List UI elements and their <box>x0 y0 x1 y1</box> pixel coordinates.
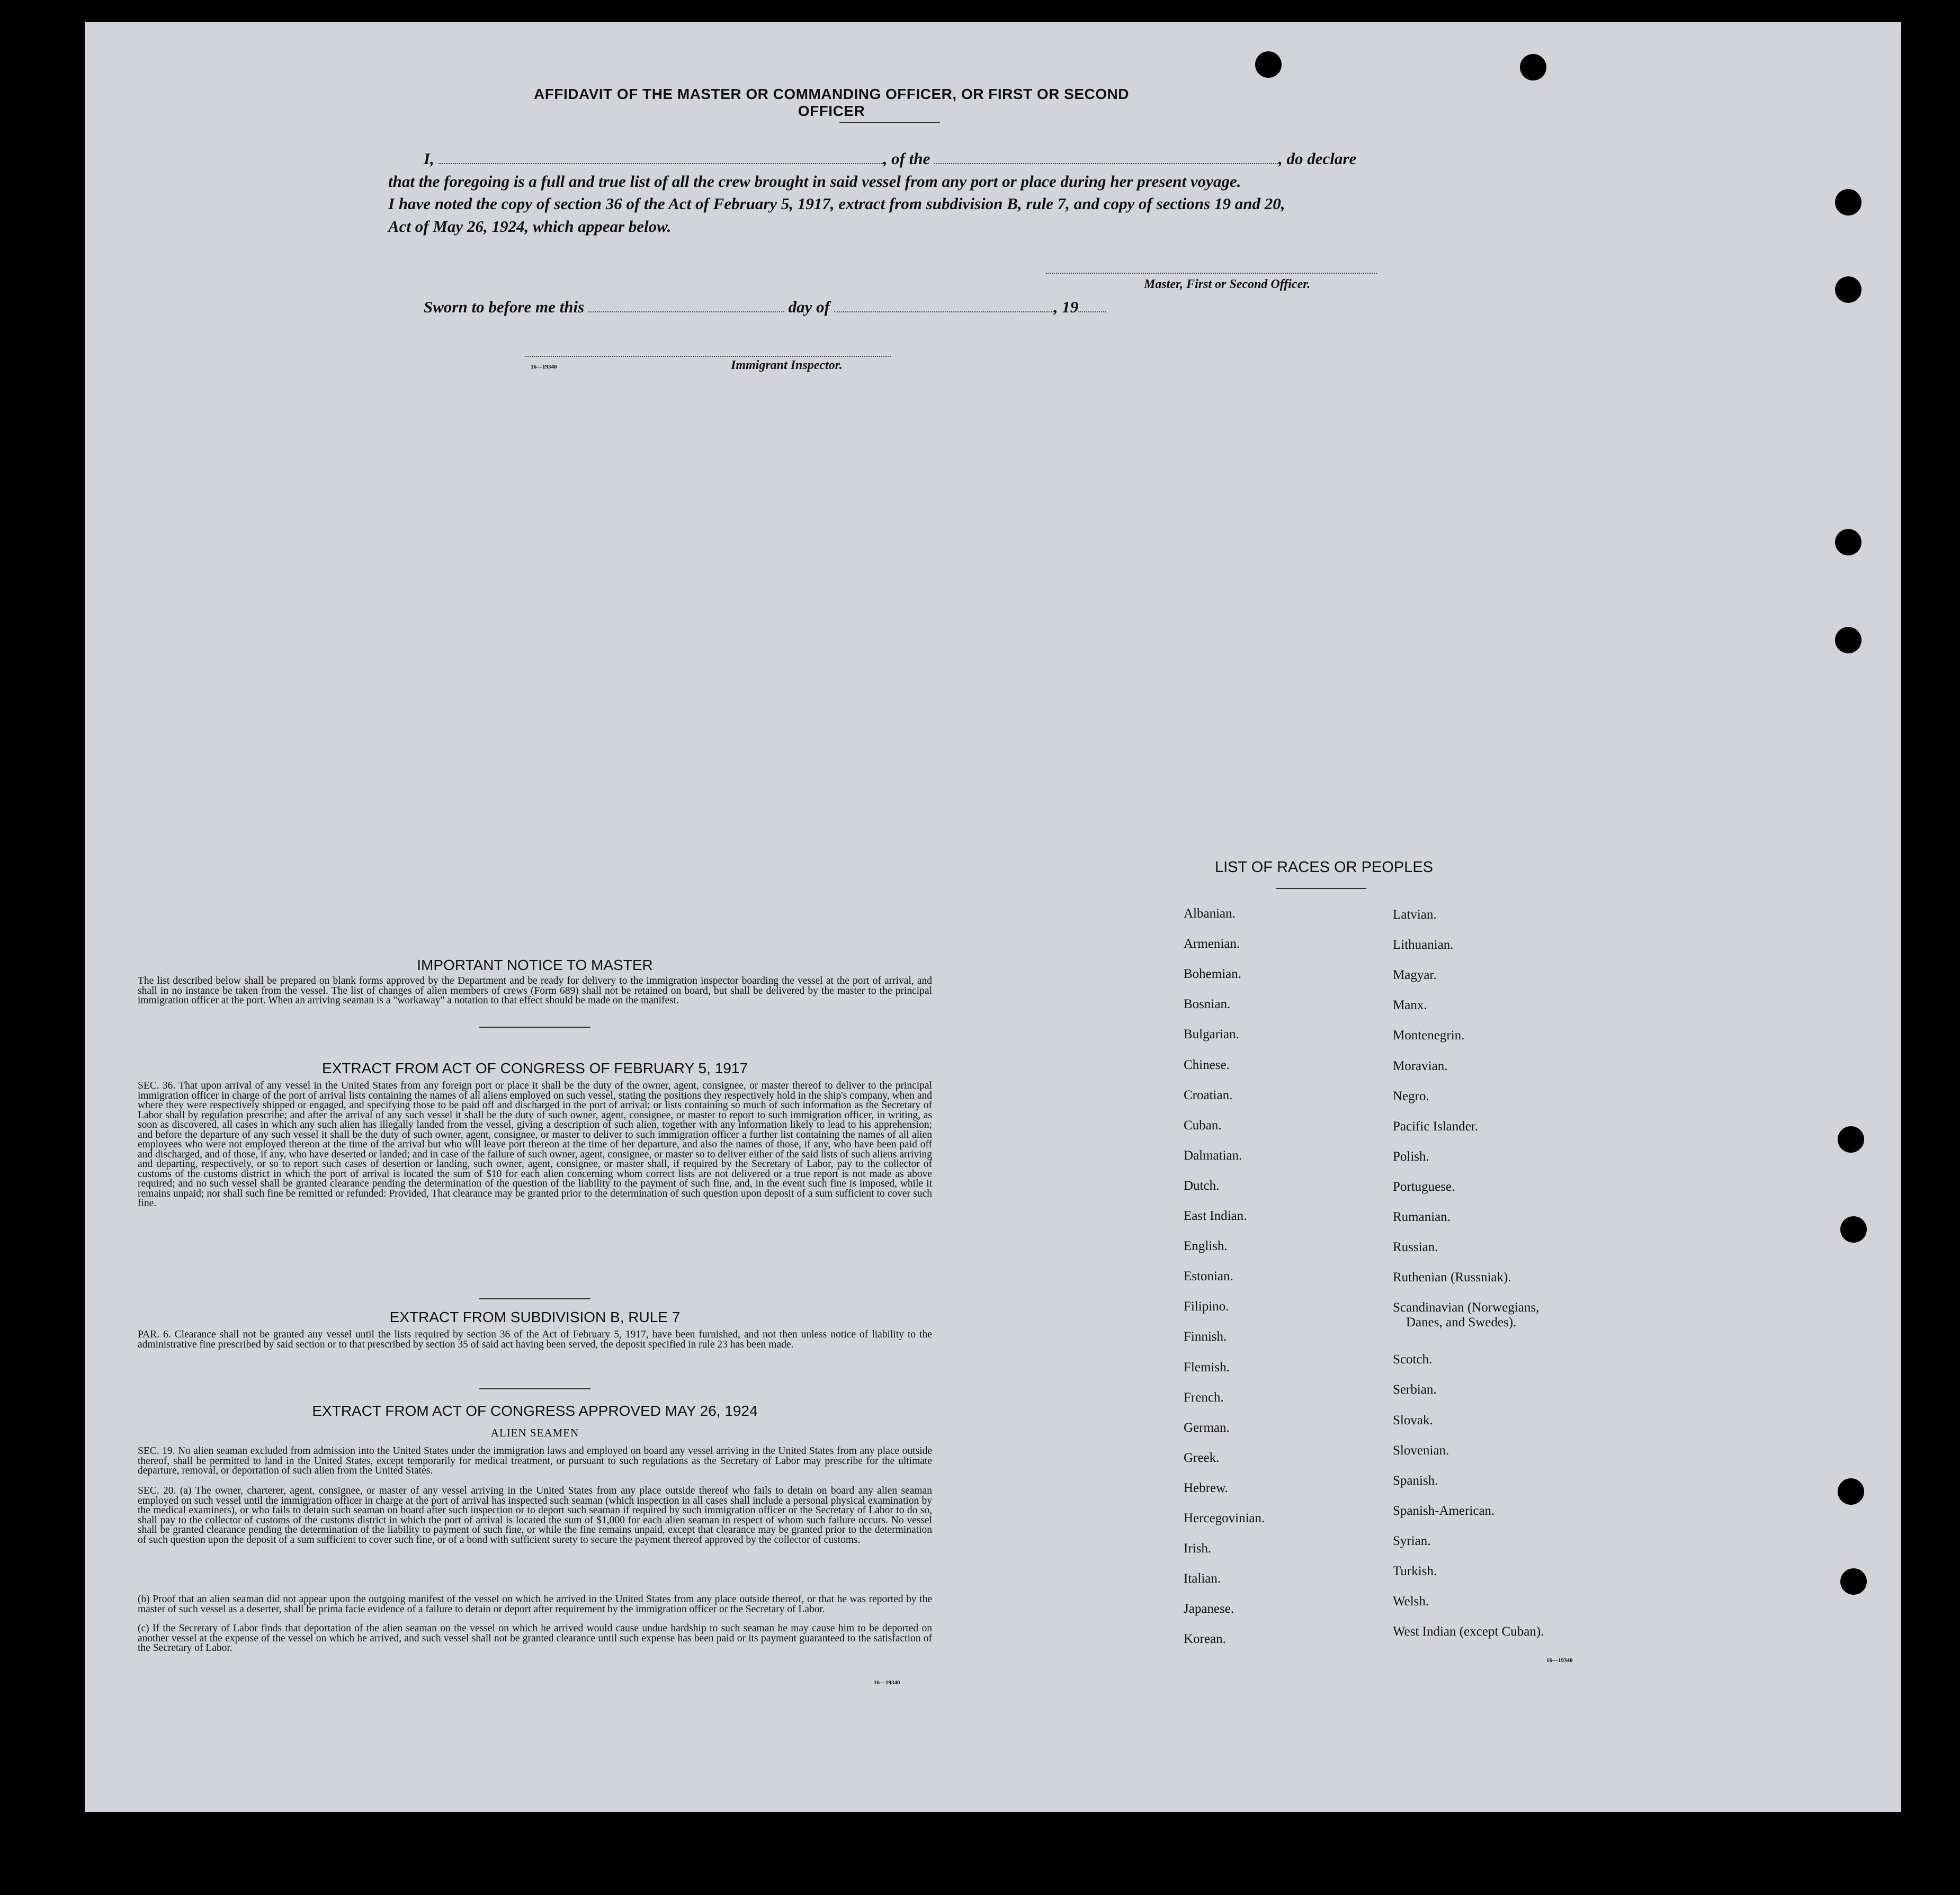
races-title: LIST OF RACES OR PEOPLES <box>1214 859 1434 876</box>
race-item: Bosnian. <box>1184 997 1231 1012</box>
punch-hole <box>1838 1126 1864 1153</box>
race-item: Polish. <box>1393 1149 1429 1164</box>
race-item: Dutch. <box>1184 1178 1220 1193</box>
affiant-name-blank[interactable] <box>438 163 883 164</box>
race-item: Manx. <box>1393 998 1427 1013</box>
punch-hole <box>1838 1478 1864 1505</box>
sworn-label: Sworn to before me this <box>424 298 585 316</box>
race-item: Filipino. <box>1184 1299 1229 1314</box>
signature-caption: Master, First or Second Officer. <box>1144 277 1311 291</box>
race-item: Lithuanian. <box>1393 938 1454 953</box>
race-item: Ruthenian (Russniak). <box>1393 1270 1511 1285</box>
punch-hole <box>1835 189 1861 215</box>
race-item: Bohemian. <box>1184 967 1242 982</box>
race-item: French. <box>1184 1390 1224 1405</box>
race-item: Hercegovinian. <box>1184 1511 1265 1525</box>
race-item: West Indian (except Cuban). <box>1393 1624 1544 1639</box>
punch-hole <box>1835 627 1861 653</box>
punch-hole <box>1520 54 1546 80</box>
document-page <box>85 22 1901 1812</box>
affidavit-line-2: that the foregoing is a full and true list of all the crew brought in said vessel from any port or place during her present voyage. <box>388 172 1241 191</box>
section-divider <box>479 1027 590 1028</box>
race-item: Armenian. <box>1184 937 1240 951</box>
race-item: Cuban. <box>1184 1118 1222 1133</box>
race-item: Bulgarian. <box>1184 1027 1239 1042</box>
race-item: Chinese. <box>1184 1057 1230 1072</box>
punch-hole <box>1840 1216 1867 1243</box>
act-1924-sec19: SEC. 19. No alien seaman excluded from admission into the United States under the immigration laws and employed on board any vessel arriving in the United States from any place outside thereof, shall be permitted to land in the United States, except temporarily for medical treatment, or pursuant to such regulations as the Secretary of Labor may prescribe for the ultimate departure, removal, or deportation of such alien from the United States. <box>138 1445 932 1476</box>
race-item: Japanese. <box>1184 1602 1234 1616</box>
race-item: Serbian. <box>1393 1382 1437 1397</box>
inspector-signature-line[interactable] <box>525 356 891 357</box>
rule7-title: EXTRACT FROM SUBDIVISION B, RULE 7 <box>389 1309 681 1325</box>
signature-line[interactable] <box>1046 273 1377 274</box>
affidavit-line-1 <box>424 149 1356 168</box>
race-item: Greek. <box>1184 1450 1220 1465</box>
rule7-text: PAR. 6. Clearance shall not be granted any vessel until the lists required by section 36 of the Act of February 5, 1917, have been furnished, and not then unless notice of liability to the administrative fine prescribed by said section or to that prescribed by section 35 of said act having been served, the deposit specified in rule 23 has been made. <box>138 1329 932 1350</box>
race-item: Slovenian. <box>1393 1443 1449 1458</box>
notice-text: The list described below shall be prepared on blank forms approved by the Department and be ready for delivery to the immigration inspector boarding the vessel at the port of arrival, and shall in no instance be taken from the vessel. The list of changes of alien members of crews (Form 689) shall not be retained on board, but shall be delivered by the master to the principal immigration officer at the port. When an arriving seaman is a "workaway" a notation to that effect should be made on the manifest. <box>138 975 932 1006</box>
sworn-year-blank[interactable] <box>1078 311 1106 312</box>
race-item: Syrian. <box>1393 1533 1431 1548</box>
affiant-prefix: I, <box>424 149 434 168</box>
sworn-day-blank[interactable] <box>588 311 784 312</box>
form-number: 16—19340 <box>874 1680 900 1686</box>
day-of-label: day of <box>788 298 830 316</box>
title-rule <box>839 122 940 123</box>
race-item: Negro. <box>1393 1089 1429 1103</box>
vessel-name-blank[interactable] <box>934 163 1278 164</box>
race-item: Dalmatian. <box>1184 1148 1242 1163</box>
race-item: Finnish. <box>1184 1330 1227 1344</box>
race-item: Italian. <box>1184 1571 1221 1586</box>
section-divider <box>479 1388 590 1389</box>
affidavit-line-4: Act of May 26, 1924, which appear below. <box>388 217 672 236</box>
act-1917-title: EXTRACT FROM ACT OF CONGRESS OF FEBRUARY 5, 1917 <box>322 1060 748 1076</box>
race-item: Korean. <box>1184 1632 1226 1647</box>
race-item: Spanish-American. <box>1393 1503 1495 1518</box>
race-item: Scotch. <box>1393 1352 1433 1367</box>
race-item: German. <box>1184 1420 1230 1435</box>
race-item: Pacific Islander. <box>1393 1119 1479 1134</box>
punch-hole <box>1835 529 1861 555</box>
race-item: Russian. <box>1393 1240 1438 1255</box>
race-item: Hebrew. <box>1184 1480 1228 1495</box>
form-number: 16—19340 <box>1546 1657 1573 1664</box>
race-item: English. <box>1184 1239 1228 1254</box>
sworn-month-blank[interactable] <box>834 311 1054 312</box>
act-1924-sec20b: (b) Proof that an alien seaman did not appear upon the outgoing manifest of the vessel on which he arrived in the United States from any place outside thereof, or that he was reported by the master of such vessel as a deserter, shall be prima facie evidence of a failure to detain or deport after requirement by the immigration officer or the Secretary of Labor. <box>138 1594 932 1615</box>
punch-hole <box>1840 1568 1867 1595</box>
year-label: , 19 <box>1053 298 1079 316</box>
form-number: 16—19340 <box>531 364 557 370</box>
race-item: Montenegrin. <box>1393 1028 1465 1043</box>
race-item: Croatian. <box>1184 1088 1233 1102</box>
race-item: Estonian. <box>1184 1269 1233 1284</box>
race-item: Scandinavian (Norwegians, <box>1393 1300 1540 1315</box>
races-title-rule <box>1276 888 1366 889</box>
race-item: Rumanian. <box>1393 1210 1451 1224</box>
declare-label: , do declare <box>1278 149 1357 168</box>
act-1924-title: EXTRACT FROM ACT OF CONGRESS APPROVED MAY 26, 1924 <box>312 1403 758 1419</box>
notice-title: IMPORTANT NOTICE TO MASTER <box>417 957 653 973</box>
act-1924-subtitle: ALIEN SEAMEN <box>490 1426 579 1439</box>
punch-hole <box>1255 51 1282 78</box>
race-item: East Indian. <box>1184 1209 1247 1223</box>
section-divider <box>479 1298 590 1299</box>
act-1924-sec20a: SEC. 20. (a) The owner, charterer, agent, consignee, or master of any vessel arriving in the United States from any place outside thereof who fails to detain on board any alien seaman employed on such vessel until the immigration officer in charge at the port of arrival has inspected such seaman (which inspection in all cases shall include a personal physical examination by the medical examiners), or who fails to detain such seaman on board after such inspection or to deport such seaman if required by such immigration officer or the Secretary of Labor to do so, shall pay to the collector of customs of the customs district in which the port of arrival is located the sum of $1,000 for each alien seaman in respect of whom such failure occurs. No vessel shall be granted clearance pending the determination of the liability to payment of such fine, or while the fine remains unpaid, except that clearance may be granted prior to the determination of such question upon the deposit of a sum sufficient to cover such fine, or of a bond with sufficient surety to secure the payment thereof approved by the collector of customs. <box>138 1485 932 1546</box>
race-item: Slovak. <box>1393 1413 1433 1427</box>
punch-hole <box>1835 276 1861 303</box>
race-item: Irish. <box>1184 1541 1212 1556</box>
race-item: Albanian. <box>1184 906 1236 921</box>
race-item: Welsh. <box>1393 1594 1429 1609</box>
inspector-caption: Immigrant Inspector. <box>731 358 843 372</box>
race-item: Moravian. <box>1393 1058 1448 1073</box>
race-item: Flemish. <box>1184 1360 1230 1375</box>
affidavit-line-3: I have noted the copy of section 36 of the Act of February 5, 1917, extract from subdivision B, rule 7, and copy of sections 19 and 20, <box>388 194 1285 213</box>
race-item: Latvian. <box>1393 908 1437 922</box>
of-the-label: , of the <box>883 149 930 168</box>
race-item: Portuguese. <box>1393 1179 1455 1194</box>
act-1924-sec20c: (c) If the Secretary of Labor finds that deportation of the alien seaman on the vessel on which he arrived would cause undue hardship to such seaman he may cause him to be deported on another vessel at the expense of the vessel on which he arrived, and such vessel shall not be granted clearance until such expense has been paid or its payment guaranteed to the satisfaction of the Secretary of Labor. <box>138 1623 932 1654</box>
race-item: Turkish. <box>1393 1564 1437 1578</box>
sworn-line <box>424 298 1106 317</box>
race-item: Danes, and Swedes). <box>1406 1315 1517 1330</box>
affidavit-title: AFFIDAVIT OF THE MASTER OR COMMANDING OFFICER, OR FIRST OR SECOND OFFICER <box>534 86 1129 119</box>
race-item: Spanish. <box>1393 1473 1438 1488</box>
race-item: Magyar. <box>1393 968 1437 983</box>
act-1917-text: SEC. 36. That upon arrival of any vessel in the United States from any foreign port or place it shall be the duty of the owner, agent, consignee, or master thereof to deliver to the principal immigration officer in charge of the port of arrival lists containing the names of all aliens employed on such vessel, stating the positions they respectively hold in the ship's company, when and where they were respectively shipped or engaged, and specifying those to be paid off and discharged in the port of arrival; or lists containing so much of such information as the Secretary of Labor shall by regulation prescribe; and after the arrival of any such vessel it shall be the duty of such owner, agent, consignee, or master to report to such immigration officer, in writing, as soon as discovered, all cases in which any such alien has illegally landed from the vessel, giving a description of such alien, together with any information likely to lead to his apprehension; and before the departure of any such vessel it shall be the duty of such owner, agent, consignee, or master to deliver to such immigration officer a further list containing the names of all alien employees who were not employed thereon at the time of the arrival but who will leave port thereon at the time of her departure, and also the names of those, if any, who have been paid off and discharged, and of those, if any, who have deserted or landed; and in case of the failure of such owner, agent, consignee, or master so to deliver either of the said lists of such aliens arriving and departing, respectively, or so to report such cases of desertion or landing, such owner, agent, consignee, or master shall, if required by the Secretary of Labor, pay to the collector of customs of the customs district in which the port of arrival is located the sum of $10 for each alien concerning whom correct lists are not delivered or a true report is not made as above required; and no such vessel shall be granted clearance pending the determination of the question of the liability to the payment of such fine, and, in the event such fine is imposed, while it remains unpaid; nor shall such fine be remitted or refunded: Provided, That clearance may be granted prior to the determination of such question upon deposit of a sum sufficient to cover such fine. <box>138 1080 932 1209</box>
